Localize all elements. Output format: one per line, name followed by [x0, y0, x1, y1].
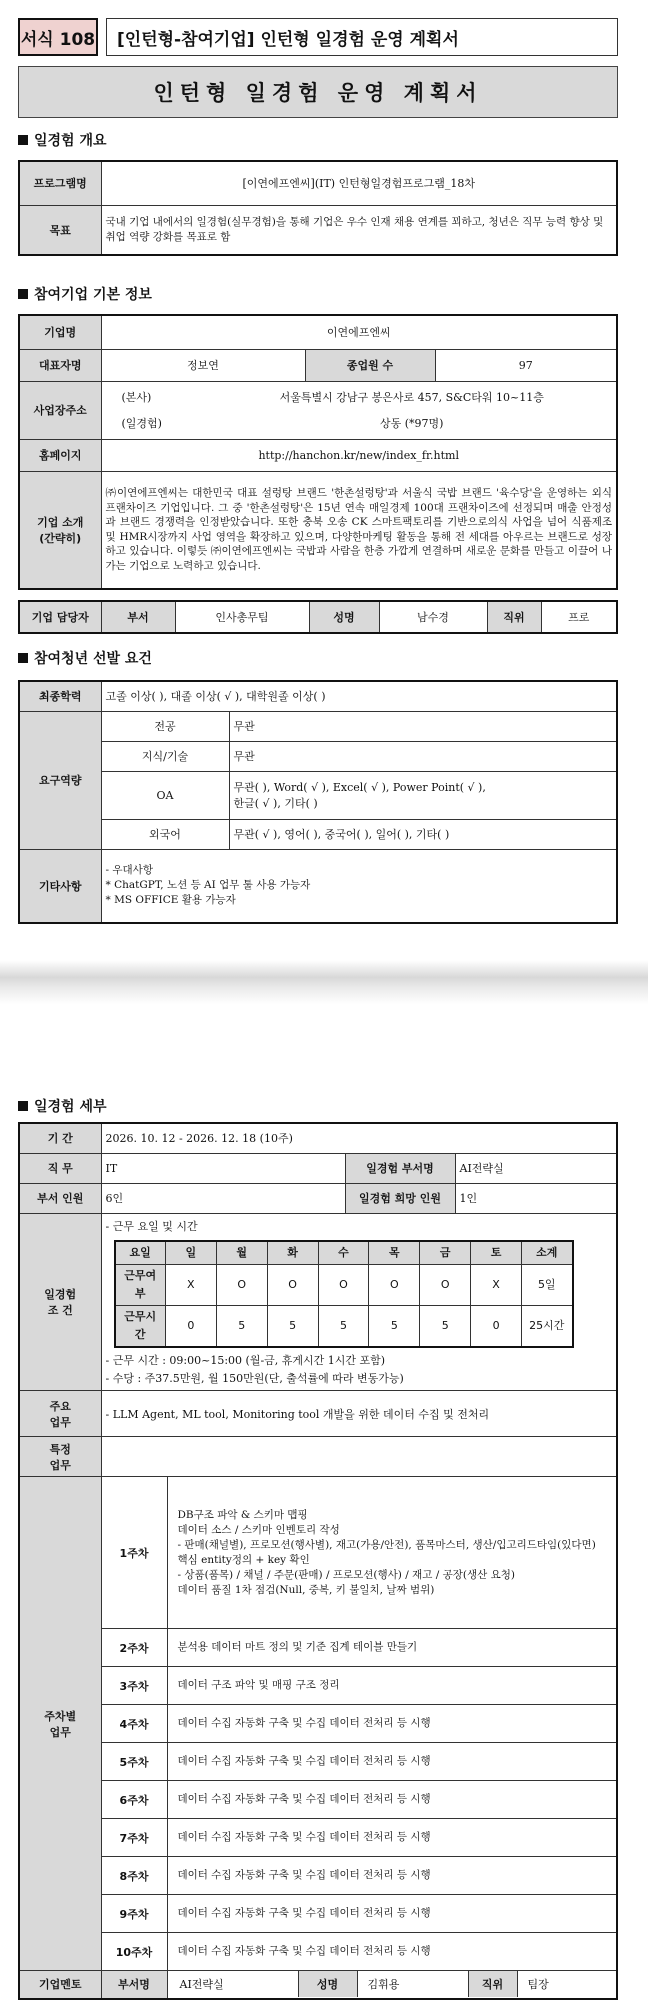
- week-task: 데이터 수집 자동화 구축 및 수집 데이터 전처리 등 시행: [167, 1895, 617, 1933]
- schedule-header-cell: 화: [267, 1241, 318, 1265]
- mentor-pos-value: 팀장: [527, 1978, 549, 1992]
- form-name: [인턴형-참여기업] 인턴형 일경험 운영 계획서: [106, 18, 618, 56]
- week-task: 분석용 데이터 마트 정의 및 기준 집계 테이블 만들기: [167, 1629, 617, 1667]
- contact-dept-label: 부서: [101, 601, 175, 633]
- week-label: 8주차: [101, 1857, 167, 1895]
- weekly-label: 주차별 업무: [19, 1477, 101, 1971]
- schedule-cell: 0: [165, 1306, 216, 1348]
- schedule-row: [115, 1265, 573, 1306]
- staff-label: 종업원 수: [305, 349, 435, 381]
- company-table: [18, 314, 618, 590]
- week-row: [19, 1857, 617, 1895]
- week-label: 10주차: [101, 1933, 167, 1971]
- staff-value: 97: [435, 349, 617, 381]
- special-task-value: [101, 1437, 617, 1477]
- condition-value: [101, 1213, 617, 1391]
- week-label: 9주차: [101, 1895, 167, 1933]
- section-company-title: 참여기업 기본 정보: [18, 284, 152, 304]
- page-2: [18, 1004, 618, 2011]
- document-title: 인턴형 일경험 운영 계획서: [18, 66, 618, 118]
- schedule-cell: O: [267, 1265, 318, 1306]
- schedule-cell: O: [369, 1265, 420, 1306]
- schedule-table: [114, 1240, 574, 1349]
- schedule-cell: 5: [216, 1306, 267, 1348]
- contact-name-label: 성명: [309, 601, 379, 633]
- condition-label: 일경험 조 건: [19, 1213, 101, 1391]
- address-work-tag: (일경험): [121, 417, 162, 430]
- education-value: 고졸 이상( ), 대졸 이상( √ ), 대학원졸 이상( ): [101, 681, 617, 711]
- week-task: DB구조 파악 & 스키마 맵핑 데이터 소스 / 스키마 인벤토리 작성 - 판매(채널별), 프로모션(행사별), 재고(가용/안전), 품목마스터, 생산/입고리드타임(있다면) 핵심 entity정의 + key 확인 - 상품(품목) / 채널 / 주문(판매) / 프로모션(행사) / 재고 / 공장(생산 요청) 데이터 품질 1차 점검(Null, 중복, 키 불일치, 날짜 범위): [167, 1477, 617, 1629]
- schedule-cell: O: [216, 1265, 267, 1306]
- detail-dept-label: 일경험 부서명: [345, 1153, 455, 1183]
- week-row: [19, 1933, 617, 1971]
- intro-value: ㈜이연에프엔씨는 대한민국 대표 설렁탕 브랜드 '한촌설렁탕'과 서울식 국밥 브랜드 '육수당'을 운영하는 외식 프랜차이즈 기업입니다. 그 중 '한촌설렁탕'은 15년 연속 매일경제 100대 프랜차이즈에 선정되며 매출 안정성과 브랜드 경쟁력을 인정받았습니다. 또한 충북 오송 CK 스마트팩토리를 기반으로의식 사업을 넘어 식품제조 및 HMR시장까지 사업 영역을 확장하고 있으며, 다양한마케팅 활동을 통해 전 세대를 아우르는 브랜드로 성장하고 있습니다. 이렇듯 ㈜이연에프엔씨는 국밥과 사람을 한층 가깝게 연결하며 새로운 문화를 만들고 이끌어 나가는 기업으로 노력하고 있습니다.: [101, 471, 617, 589]
- major-label: 전공: [101, 711, 229, 741]
- week-label: 5주차: [101, 1743, 167, 1781]
- schedule-cell: 5: [369, 1306, 420, 1348]
- week-row: [19, 1781, 617, 1819]
- skill-value: 무관: [229, 741, 617, 771]
- task-label: 주요 업무: [19, 1391, 101, 1437]
- square-bullet-icon: [18, 289, 28, 299]
- schedule-cell: X: [471, 1265, 522, 1306]
- contact-table: [18, 600, 618, 634]
- schedule-row-label: 근무시간: [115, 1306, 166, 1348]
- task-value: - LLM Agent, ML tool, Monitoring tool 개발을 위한 데이터 수집 및 전처리: [101, 1391, 617, 1437]
- oa-label: OA: [101, 771, 229, 819]
- education-label: 최종학력: [19, 681, 101, 711]
- week-task: 데이터 구조 파악 및 매핑 구조 정리: [167, 1667, 617, 1705]
- address-work-value: 상동 (*97명): [380, 417, 444, 430]
- mentor-pos-label: 직위: [468, 1971, 518, 1997]
- major-value: 무관: [229, 711, 617, 741]
- job-value: IT: [101, 1153, 345, 1183]
- condition-head: - 근무 요일 및 시간: [105, 1219, 198, 1233]
- schedule-header-row: [115, 1241, 573, 1265]
- goal-label: 목표: [19, 205, 101, 255]
- week-label: 4주차: [101, 1705, 167, 1743]
- square-bullet-icon: [18, 135, 28, 145]
- week-task: 데이터 수집 자동화 구축 및 수집 데이터 전처리 등 시행: [167, 1933, 617, 1971]
- week-row: [19, 1705, 617, 1743]
- detail-staff-label: 부서 인원: [19, 1183, 101, 1213]
- week-label: 6주차: [101, 1781, 167, 1819]
- page-1: [18, 0, 618, 960]
- special-task-label: 특정 업무: [19, 1437, 101, 1477]
- week-task: 데이터 수집 자동화 구축 및 수집 데이터 전처리 등 시행: [167, 1743, 617, 1781]
- condition-time: - 근무 시간 : 09:00~15:00 (월-금, 휴게시간 1시간 포함): [105, 1354, 386, 1367]
- page-separator: [0, 960, 648, 1004]
- goal-value: 국내 기업 내에서의 일경험(실무경험)을 통해 기업은 우수 인재 채용 연계를 꾀하고, 청년은 직무 능력 향상 및 취업 역량 강화를 목표로 함: [101, 205, 617, 255]
- period-label: 기 간: [19, 1123, 101, 1153]
- contact-dept-value: 인사총무팀: [175, 601, 309, 633]
- week-task: 데이터 수집 자동화 구축 및 수집 데이터 전처리 등 시행: [167, 1781, 617, 1819]
- section-detail-title: 일경험 세부: [18, 1096, 107, 1116]
- week-label: 1주차: [101, 1477, 167, 1629]
- schedule-header-cell: 금: [420, 1241, 471, 1265]
- week-row: [19, 1819, 617, 1857]
- program-label: 프로그램명: [19, 161, 101, 205]
- mentor-label: 기업멘토: [19, 1971, 101, 1999]
- week-label: 2주차: [101, 1629, 167, 1667]
- schedule-row-label: 근무여부: [115, 1265, 166, 1306]
- schedule-cell: O: [420, 1265, 471, 1306]
- hope-label: 일경험 희망 인원: [345, 1183, 455, 1213]
- form-header: [18, 18, 618, 56]
- homepage-label: 홈페이지: [19, 439, 101, 471]
- etc-label: 기타사항: [19, 849, 101, 923]
- schedule-header-cell: 일: [165, 1241, 216, 1265]
- mentor-name-label: 성명: [298, 1971, 358, 1997]
- schedule-cell: 0: [471, 1306, 522, 1348]
- week-label: 3주차: [101, 1667, 167, 1705]
- homepage-link[interactable]: http://hanchon.kr/new/index_fr.html: [101, 439, 617, 471]
- oa-value: 무관( ), Word( √ ), Excel( √ ), Power Point( √ ), 한글( √ ), 기타( ): [229, 771, 617, 819]
- company-name-label: 기업명: [19, 315, 101, 349]
- language-label: 외국어: [101, 819, 229, 849]
- schedule-cell: 5일: [522, 1265, 573, 1306]
- contact-pos-value: 프로: [541, 601, 617, 633]
- competency-label: 요구역량: [19, 711, 101, 849]
- section-requirements-title: 참여청년 선발 요건: [18, 648, 152, 668]
- square-bullet-icon: [18, 653, 28, 663]
- company-name-value: 이연에프엔씨: [101, 315, 617, 349]
- requirements-table: [18, 680, 618, 924]
- detail-staff-value: 6인: [101, 1183, 345, 1213]
- mentor-dept-label: 부서명: [101, 1971, 167, 1999]
- address-hq-tag: (본사): [121, 391, 152, 404]
- contact-name-value: 남수경: [379, 601, 487, 633]
- schedule-header-cell: 목: [369, 1241, 420, 1265]
- mentor-values: [167, 1971, 617, 1999]
- schedule-cell: O: [318, 1265, 369, 1306]
- week-task: 데이터 수집 자동화 구축 및 수집 데이터 전처리 등 시행: [167, 1705, 617, 1743]
- schedule-header-cell: 토: [471, 1241, 522, 1265]
- schedule-header-cell: 소계: [522, 1241, 573, 1265]
- weekly-tasks: [19, 1477, 617, 1971]
- week-row: [19, 1629, 617, 1667]
- schedule-header-cell: 요일: [115, 1241, 166, 1265]
- week-row: [19, 1743, 617, 1781]
- period-value: 2026. 10. 12 - 2026. 12. 18 (10주): [101, 1123, 617, 1153]
- detail-table: [18, 1122, 618, 2000]
- schedule-cell: 5: [318, 1306, 369, 1348]
- week-row: [19, 1667, 617, 1705]
- week-label: 7주차: [101, 1819, 167, 1857]
- job-label: 직 무: [19, 1153, 101, 1183]
- overview-table: [18, 160, 618, 256]
- ceo-value: 정보연: [101, 349, 305, 381]
- mentor-dept-value: AI전략실: [179, 1978, 224, 1992]
- week-row: [19, 1895, 617, 1933]
- intro-label: 기업 소개 (간략히): [19, 471, 101, 589]
- ceo-label: 대표자명: [19, 349, 101, 381]
- schedule-header-cell: 월: [216, 1241, 267, 1265]
- address-label: 사업장주소: [19, 381, 101, 439]
- etc-value: - 우대사항 * ChatGPT, 노션 등 AI 업무 툴 사용 가능자 * MS OFFICE 활용 가능자: [101, 849, 617, 923]
- address-value: [101, 381, 617, 439]
- schedule-cell: 5: [267, 1306, 318, 1348]
- week-row: [19, 1477, 617, 1629]
- schedule-header-cell: 수: [318, 1241, 369, 1265]
- detail-dept-value: AI전략실: [455, 1153, 617, 1183]
- week-task: 데이터 수집 자동화 구축 및 수집 데이터 전처리 등 시행: [167, 1857, 617, 1895]
- square-bullet-icon: [18, 1101, 28, 1111]
- hope-value: 1인: [455, 1183, 617, 1213]
- form-number: 서식 108: [18, 18, 98, 56]
- contact-pos-label: 직위: [487, 601, 541, 633]
- skill-label: 지식/기술: [101, 741, 229, 771]
- week-task: 데이터 수집 자동화 구축 및 수집 데이터 전처리 등 시행: [167, 1819, 617, 1857]
- language-value: 무관( √ ), 영어( ), 중국어( ), 일어( ), 기타( ): [229, 819, 617, 849]
- condition-pay: - 수당 : 주37.5만원, 월 150만원(단, 출석률에 따라 변동가능): [105, 1372, 404, 1385]
- schedule-cell: X: [165, 1265, 216, 1306]
- schedule-row: [115, 1306, 573, 1348]
- schedule-cell: 25시간: [522, 1306, 573, 1348]
- address-hq-value: 서울특별시 강남구 봉은사로 457, S&C타워 10~11층: [279, 391, 544, 404]
- schedule-cell: 5: [420, 1306, 471, 1348]
- contact-label: 기업 담당자: [19, 601, 101, 633]
- mentor-name-value: 김휘용: [367, 1978, 400, 1992]
- program-value: [이연에프엔씨](IT) 인턴형일경험프로그램_18차: [101, 161, 617, 205]
- section-overview-title: 일경험 개요: [18, 130, 107, 150]
